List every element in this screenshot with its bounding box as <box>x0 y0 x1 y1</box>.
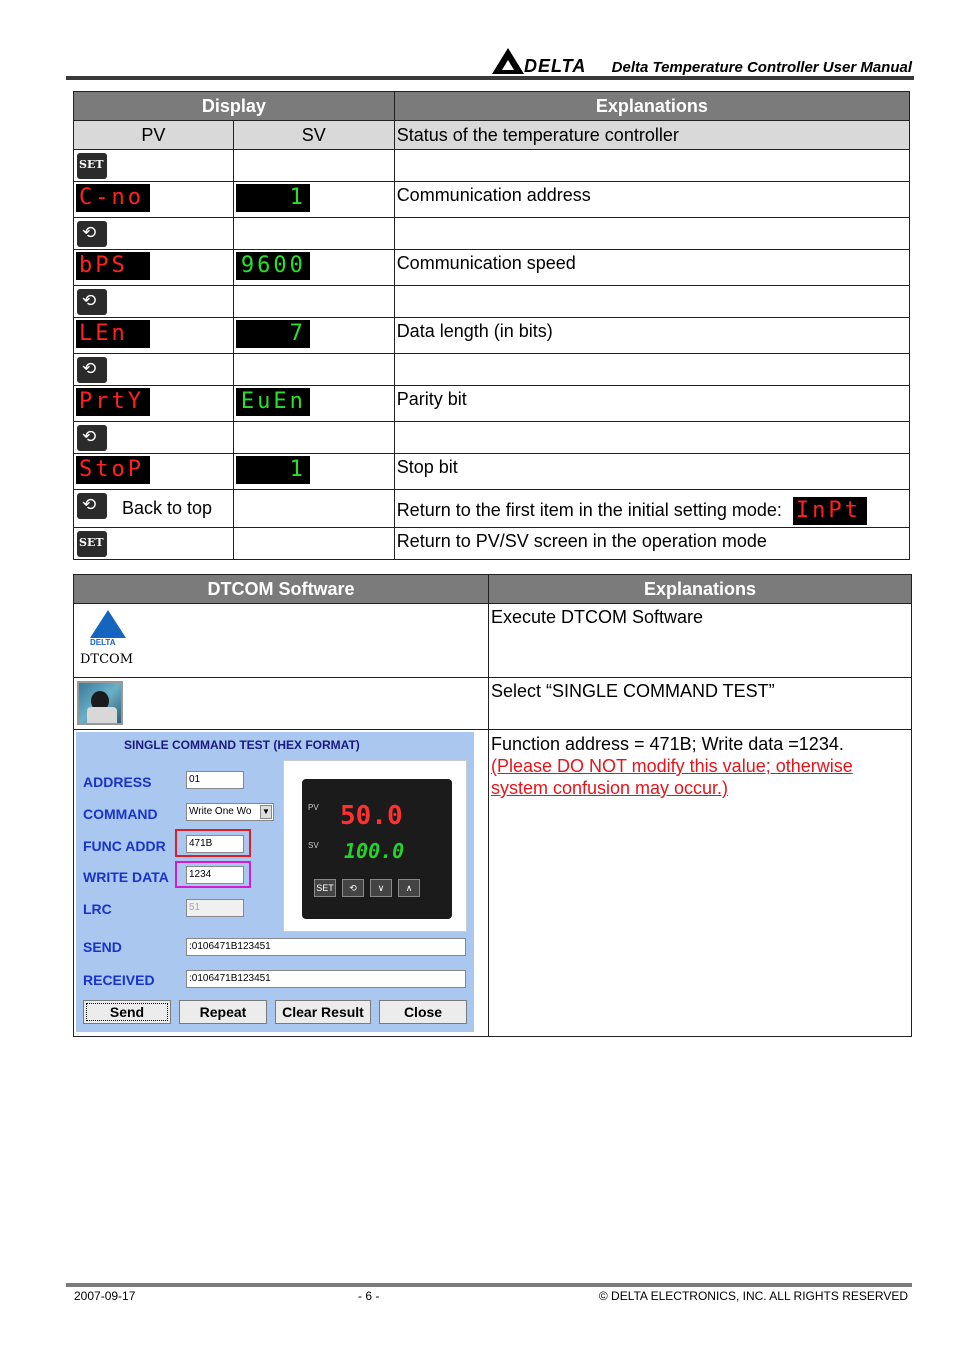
send-button[interactable]: Send <box>83 1000 171 1024</box>
lrc-label: LRC <box>83 901 112 917</box>
inpt-lcd-display: InPt <box>793 497 867 525</box>
explanation-text: Stop bit <box>394 454 909 490</box>
table-header-row <box>74 92 910 121</box>
chevron-down-icon[interactable]: ▼ <box>260 805 272 819</box>
write-data-input[interactable]: 1234 <box>186 866 244 884</box>
table-row <box>74 318 910 354</box>
clear-result-button[interactable]: Clear Result <box>275 1000 371 1024</box>
single-command-test-panel <box>76 732 474 1032</box>
page-footer <box>66 1283 912 1303</box>
header-rule <box>66 76 914 80</box>
device-sv-readout: 100.0 <box>344 839 405 863</box>
pv-lcd-display: StoP <box>76 456 150 484</box>
col-dtcom-software: DTCOM Software <box>74 575 489 604</box>
footer-rule <box>66 1283 912 1287</box>
close-button[interactable]: Close <box>379 1000 467 1024</box>
page-header <box>66 42 914 82</box>
address-input[interactable]: 01 <box>186 771 244 789</box>
table-row <box>74 678 912 730</box>
loop-key-icon: ⟲ <box>77 425 107 451</box>
table-row <box>74 218 910 250</box>
explanation-text: Communication speed <box>394 250 909 286</box>
footer-page-number: - 6 - <box>358 1289 380 1303</box>
sub-sv: SV <box>233 121 394 150</box>
address-label: ADDRESS <box>83 774 152 790</box>
pv-lcd-display: C-no <box>76 184 150 212</box>
device-pv-readout: 50.0 <box>340 801 403 831</box>
dtcom-logo-icon[interactable]: DELTA DTCOM <box>80 610 140 670</box>
return-first-text: Return to the first item in the initial setting mode: <box>396 500 782 520</box>
table-row <box>74 490 910 528</box>
set-key-icon: SET <box>77 153 107 179</box>
table-row <box>74 604 912 678</box>
delta-brand-text: DELTA <box>524 56 587 76</box>
received-label: RECEIVED <box>83 972 155 988</box>
col-explanations: Explanations <box>488 575 911 604</box>
explanation-text: Select “SINGLE COMMAND TEST” <box>488 678 911 730</box>
col-explanations: Explanations <box>394 92 909 121</box>
sv-lcd-display: 7 <box>236 320 310 348</box>
table-subheader-row <box>74 121 910 150</box>
explanation-text: Communication address <box>394 182 909 218</box>
table-row <box>74 250 910 286</box>
send-label: SEND <box>83 939 122 955</box>
sv-lcd-display: EuEn <box>236 388 310 416</box>
write-data-label: WRITE DATA <box>83 869 169 885</box>
table-row <box>74 386 910 422</box>
explanation-text: Parity bit <box>394 386 909 422</box>
table-header-row <box>74 575 912 604</box>
controller-device: PV SV 50.0 100.0 SET ⟲ ∨ ∧ <box>302 779 452 919</box>
device-loop-key-icon: ⟲ <box>342 879 364 897</box>
sub-pv: PV <box>74 121 234 150</box>
lrc-input: 51 <box>186 899 244 917</box>
received-field: :0106471B123451 <box>186 970 466 988</box>
device-up-key-icon: ∧ <box>398 879 420 897</box>
loop-key-icon: ⟲ <box>77 357 107 383</box>
explanation-text: Execute DTCOM Software <box>488 604 911 678</box>
device-set-key: SET <box>314 879 336 897</box>
table-row <box>74 730 912 1037</box>
table-row <box>74 354 910 386</box>
table-row <box>74 286 910 318</box>
send-field: :0106471B123451 <box>186 938 466 956</box>
explanation-text: Data length (in bits) <box>394 318 909 354</box>
delta-logo <box>490 44 590 76</box>
col-display: Display <box>74 92 395 121</box>
command-select[interactable]: Write One Wo ▼ <box>186 803 274 821</box>
command-label: COMMAND <box>83 806 158 822</box>
sub-status: Status of the temperature controller <box>394 121 909 150</box>
display-table <box>73 91 910 560</box>
footer-copyright: © DELTA ELECTRONICS, INC. ALL RIGHTS RESERVED <box>598 1289 908 1303</box>
loop-key-icon: ⟲ <box>77 493 107 519</box>
loop-key-icon: ⟲ <box>77 221 107 247</box>
table-row <box>74 422 910 454</box>
pv-lcd-display: LEn <box>76 320 150 348</box>
back-to-top-text: Back to top <box>122 498 213 518</box>
pv-lcd-display: bPS <box>76 252 150 280</box>
single-command-test-icon[interactable] <box>77 681 123 725</box>
explanation-text: Return to PV/SV screen in the operation mode <box>394 528 909 560</box>
repeat-button[interactable]: Repeat <box>179 1000 267 1024</box>
dtcom-table <box>73 574 912 1037</box>
loop-key-icon: ⟲ <box>77 289 107 315</box>
controller-image <box>283 760 467 932</box>
warning-text: (Please DO NOT modify this value; otherwise <box>490 756 853 776</box>
panel-title: SINGLE COMMAND TEST (HEX FORMAT) <box>124 738 360 752</box>
device-down-key-icon: ∨ <box>370 879 392 897</box>
manual-title: Delta Temperature Controller User Manual <box>611 59 912 76</box>
set-key-icon: SET <box>77 531 107 557</box>
table-row <box>74 182 910 218</box>
table-row <box>74 528 910 560</box>
explanation-text: Function address = 471B; Write data =1234. <box>490 734 844 754</box>
func-addr-input[interactable]: 471B <box>186 835 244 853</box>
warning-text: system confusion may occur.) <box>490 778 729 798</box>
footer-date: 2007-09-17 <box>74 1289 136 1303</box>
pv-lcd-display: PrtY <box>76 388 150 416</box>
table-row <box>74 454 910 490</box>
sv-lcd-display: 1 <box>236 184 310 212</box>
func-addr-label: FUNC ADDR <box>83 838 166 854</box>
sv-lcd-display: 9600 <box>236 252 310 280</box>
table-row <box>74 150 910 182</box>
sv-lcd-display: 1 <box>236 456 310 484</box>
